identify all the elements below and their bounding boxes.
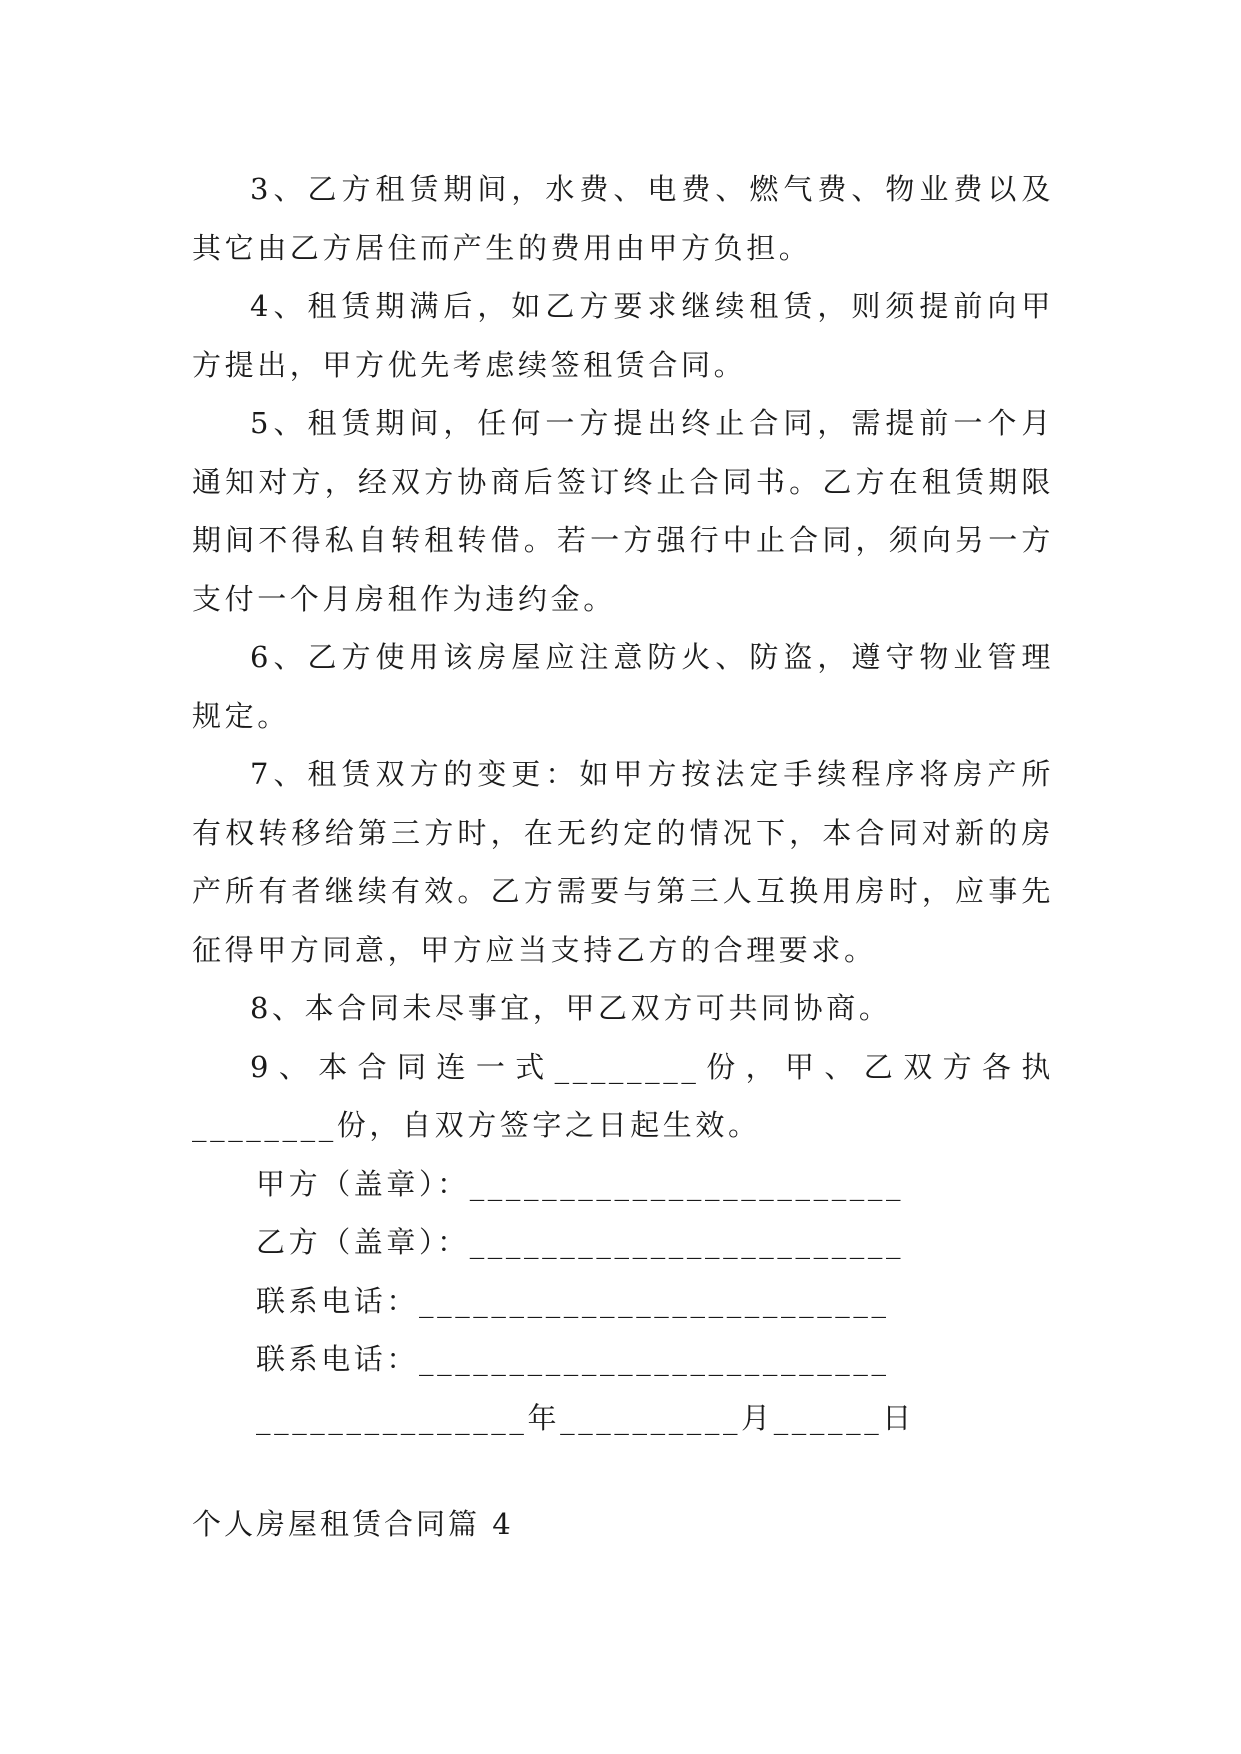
clause-3: 3、乙方租赁期间，水费、电费、燃气费、物业费以及其它由乙方居住而产生的费用由甲方负担。 <box>192 172 1054 265</box>
party-a-seal-line: 甲方（盖章）：________________________ <box>256 1166 905 1201</box>
contract-page <box>192 160 1054 1447</box>
party-b-seal-line: 乙方（盖章）：________________________ <box>256 1225 905 1259</box>
clause-7: 7、租赁双方的变更：如甲方按法定手续程序将房产所有权转移给第三方时，在无约定的情况下，本合同对新的房产所有者继续有效。乙方需要与第三人互换用房时，应事先征得甲方同意，甲方应当支持乙方的合理要求。 <box>192 757 1054 967</box>
clause-4: 4、租赁期满后，如乙方要求继续租赁，则须提前向甲方提出，甲方优先考虑续签租赁合同。 <box>192 289 1054 382</box>
contact-phone-line-2: 联系电话：__________________________ <box>256 1342 890 1376</box>
signature-block <box>192 1155 1054 1448</box>
next-section-title: 个人房屋租赁合同篇 4 <box>192 1507 514 1541</box>
clause-9: 9、本合同连一式________份，甲、乙双方各执________份，自双方签字之日起生效。 <box>192 1049 1054 1142</box>
clause-5: 5、租赁期间，任何一方提出终止合同，需提前一个月通知对方，经双方协商后签订终止合同书。乙方在租赁期限期间不得私自转租转借。若一方强行中止合同，须向另一方支付一个月房租作为违约金。 <box>192 406 1054 616</box>
contact-phone-line-1: 联系电话：__________________________ <box>256 1283 890 1318</box>
date-line: _______________年__________月______日 <box>256 1400 915 1435</box>
clause-6: 6、乙方使用该房屋应注意防火、防盗，遵守物业管理规定。 <box>192 640 1054 733</box>
clause-8: 8、本合同未尽事宜，甲乙双方可共同协商。 <box>250 991 892 1025</box>
